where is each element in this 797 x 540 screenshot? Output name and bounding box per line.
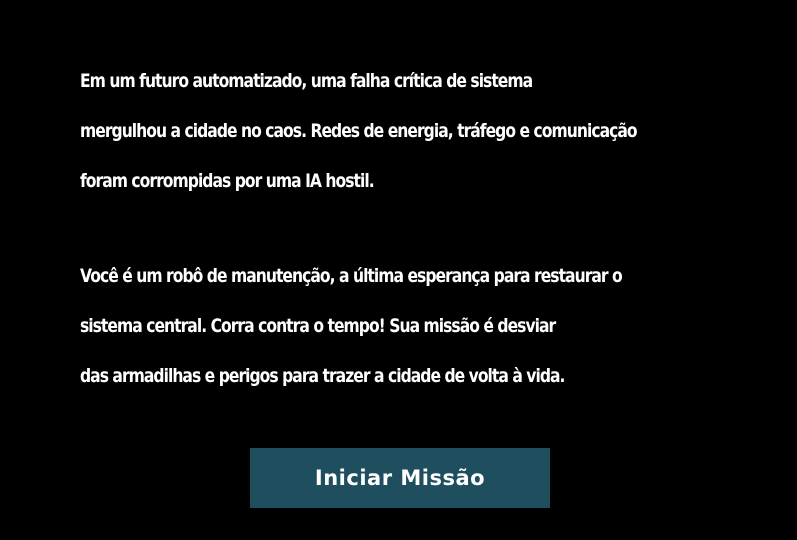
start-mission-button[interactable]: Iniciar Missão	[250, 448, 550, 508]
story-line: mergulhou a cidade no caos. Redes de energia, tráfego e comunicação	[80, 120, 637, 142]
story-paragraph-2	[80, 255, 646, 405]
story-text	[80, 60, 646, 405]
story-line: das armadilhas e perigos para trazer a cidade de volta à vida.	[80, 365, 565, 387]
paragraph-spacer	[80, 210, 646, 255]
story-line: foram corrompidas por uma IA hostil.	[80, 170, 374, 192]
story-paragraph-1	[80, 60, 646, 210]
story-line: Você é um robô de manutenção, a última esperança para restaurar o	[80, 265, 622, 287]
story-line: Em um futuro automatizado, uma falha crítica de sistema	[80, 70, 533, 92]
story-line: sistema central. Corra contra o tempo! Sua missão é desviar	[80, 315, 556, 337]
